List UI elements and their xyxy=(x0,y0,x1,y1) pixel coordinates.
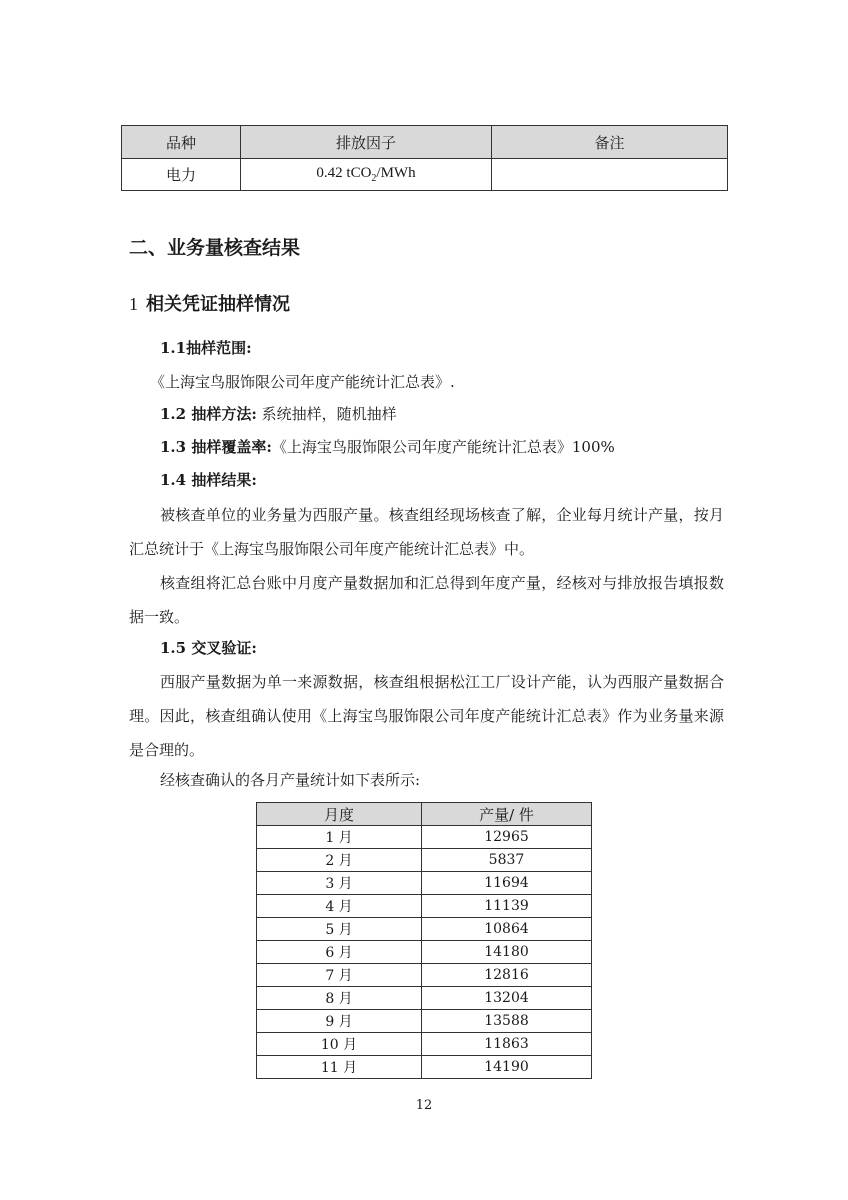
table-row xyxy=(257,1056,592,1079)
table-row xyxy=(257,826,592,849)
page-number: 12 xyxy=(415,1098,433,1113)
cell-output: 12965 xyxy=(422,826,592,849)
subsection-text: 相关凭证抽样情况 xyxy=(146,294,290,315)
subsection-title xyxy=(129,290,290,316)
header-factor: 排放因子 xyxy=(241,126,492,159)
scope-label: 1.1抽样范围: xyxy=(160,339,252,357)
cell-month: 5 月 xyxy=(257,918,422,941)
cell-month: 3 月 xyxy=(257,872,422,895)
result-paragraph-1: 被核查单位的业务量为西服产量。核查组经现场核查了解，企业每月统计产量，按月汇总统计于《上海宝鸟服饰限公司年度产能统计汇总表》中。 xyxy=(129,506,724,558)
subsection-number: 1 xyxy=(129,294,138,314)
result-paragraph-2: 核查组将汇总台账中月度产量数据加和汇总得到年度产量，经核对与排放报告填报数据一致。 xyxy=(129,574,724,626)
cell-output: 11863 xyxy=(422,1033,592,1056)
cell-output: 12816 xyxy=(422,964,592,987)
cell-month: 2 月 xyxy=(257,849,422,872)
cell-output: 11139 xyxy=(422,895,592,918)
factor-value: 0.42 tCO xyxy=(316,165,372,181)
table-row xyxy=(257,849,592,872)
coverage-text: 《上海宝鸟服饰限公司年度产能统计汇总表》100% xyxy=(271,438,615,456)
coverage-line xyxy=(160,432,615,462)
section-title: 二、业务量核查结果 xyxy=(129,237,301,259)
cell-month: 1 月 xyxy=(257,826,422,849)
cell-note xyxy=(492,159,728,191)
cell-month: 7 月 xyxy=(257,964,422,987)
table-header-row xyxy=(257,803,592,826)
cell-output: 11694 xyxy=(422,872,592,895)
cross-validation-paragraph: 西服产量数据为单一来源数据，核查组根据松江工厂设计产能，认为西服产量数据合理。因此，核查组确认使用《上海宝鸟服饰限公司年度产能统计汇总表》作为业务量来源是合理的。 xyxy=(129,673,724,759)
table-header-row xyxy=(122,126,728,159)
header-note: 备注 xyxy=(492,126,728,159)
cell-output: 13588 xyxy=(422,1010,592,1033)
method-line xyxy=(160,399,397,429)
cell-output: 14190 xyxy=(422,1056,592,1079)
table-row xyxy=(257,872,592,895)
cell-month: 9 月 xyxy=(257,1010,422,1033)
cell-output: 14180 xyxy=(422,941,592,964)
table-row xyxy=(257,1033,592,1056)
cell-month: 6 月 xyxy=(257,941,422,964)
factor-subscript: 2 xyxy=(371,173,377,184)
cell-month: 10 月 xyxy=(257,1033,422,1056)
cell-output: 10864 xyxy=(422,918,592,941)
table-row xyxy=(257,918,592,941)
table-row xyxy=(257,964,592,987)
cell-factor xyxy=(241,159,492,191)
table-row xyxy=(257,895,592,918)
monthly-output-table xyxy=(256,802,592,1079)
cell-output: 5837 xyxy=(422,849,592,872)
header-output: 产量/ 件 xyxy=(422,803,592,826)
emission-factor-table xyxy=(121,125,728,191)
result-label: 1.4 抽样结果: xyxy=(160,471,257,489)
cell-type: 电力 xyxy=(122,159,241,191)
header-month: 月度 xyxy=(257,803,422,826)
coverage-label: 1.3 抽样覆盖率: xyxy=(160,438,272,456)
factor-unit: /MWh xyxy=(376,165,416,181)
method-text: 系统抽样，随机抽样 xyxy=(256,405,397,423)
cell-month: 4 月 xyxy=(257,895,422,918)
table-intro: 经核查确认的各月产量统计如下表所示: xyxy=(160,771,421,789)
table-row xyxy=(257,941,592,964)
scope-text: 《上海宝鸟服饰限公司年度产能统计汇总表》. xyxy=(150,373,455,391)
method-label: 1.2 抽样方法: xyxy=(160,405,257,423)
header-type: 品种 xyxy=(122,126,241,159)
cell-output: 13204 xyxy=(422,987,592,1010)
table-row xyxy=(257,1010,592,1033)
cell-month: 11 月 xyxy=(257,1056,422,1079)
table-row xyxy=(122,159,728,191)
cell-month: 8 月 xyxy=(257,987,422,1010)
table-row xyxy=(257,987,592,1010)
cross-validation-label: 1.5 交叉验证: xyxy=(160,639,257,657)
